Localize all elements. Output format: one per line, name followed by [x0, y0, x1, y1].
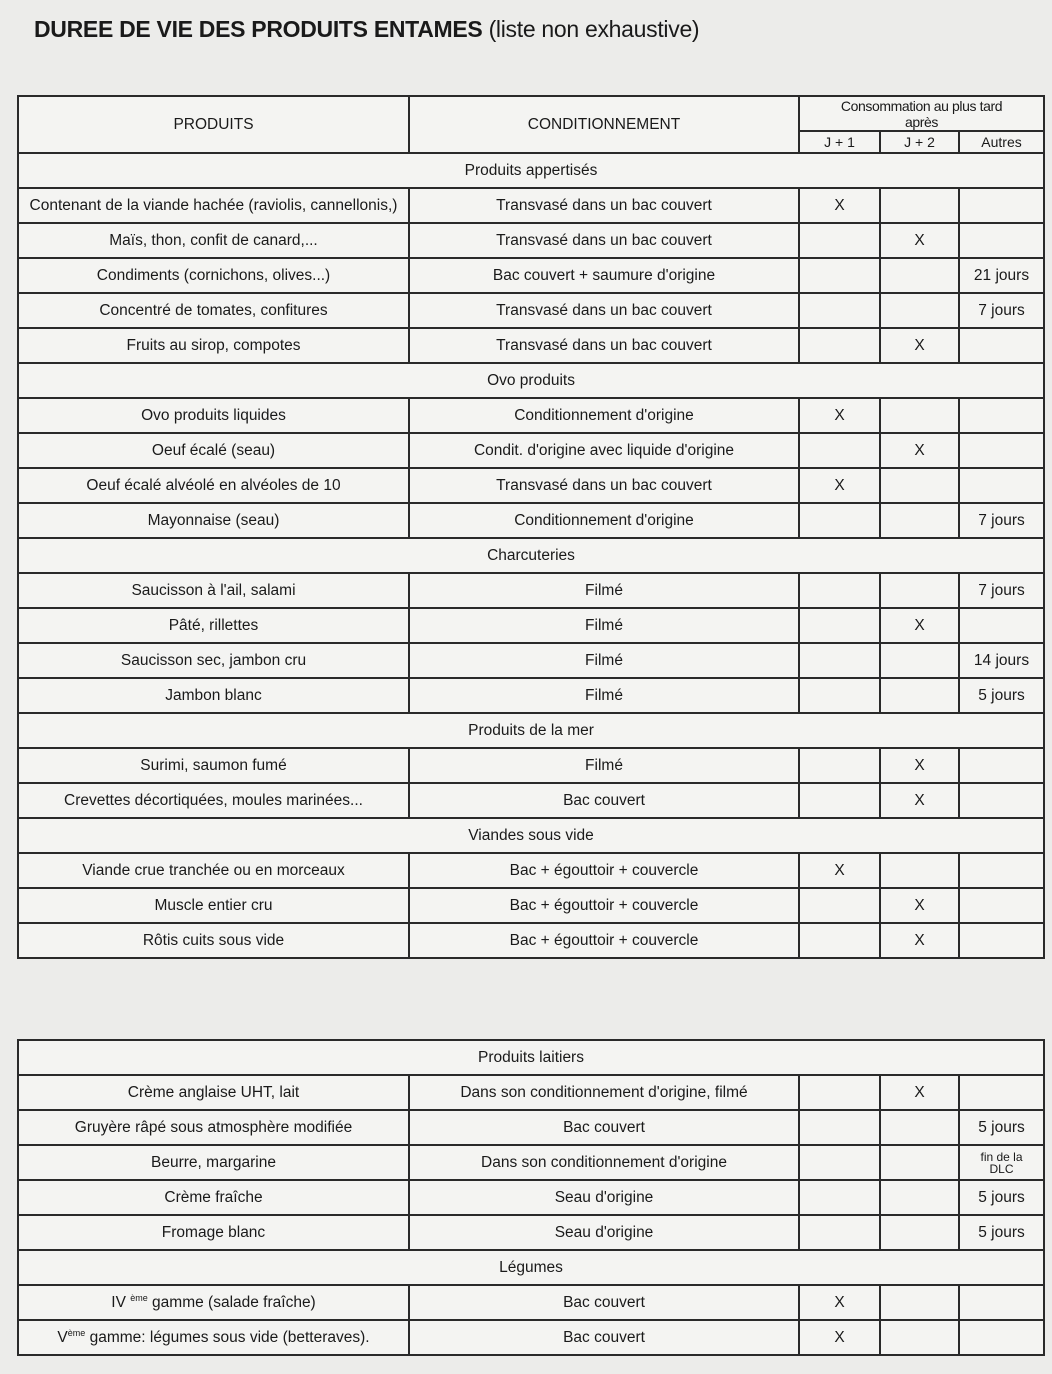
- table-secondary: [17, 1039, 1045, 1356]
- cell-j1: [799, 888, 880, 923]
- cell-autres: [959, 1075, 1044, 1110]
- cell-j2: X: [880, 328, 959, 363]
- cell-autres: fin de la DLC: [959, 1145, 1044, 1180]
- table-main-body: [18, 153, 1044, 958]
- cell-conditionnement: Bac couvert: [409, 1110, 799, 1145]
- table-row: [18, 398, 1044, 433]
- section-row: [18, 1250, 1044, 1285]
- title-main: DUREE DE VIE DES PRODUITS ENTAMES: [34, 16, 483, 42]
- cell-conditionnement: Conditionnement d'origine: [409, 503, 799, 538]
- cell-autres: 7 jours: [959, 293, 1044, 328]
- header-j2: J + 2: [880, 131, 959, 153]
- cell-autres: 7 jours: [959, 503, 1044, 538]
- cell-j1: [799, 1180, 880, 1215]
- cell-produit: Surimi, saumon fumé: [18, 748, 409, 783]
- cell-j2: [880, 678, 959, 713]
- cell-conditionnement: Dans son conditionnement d'origine, filmé: [409, 1075, 799, 1110]
- cell-autres: [959, 1320, 1044, 1355]
- cell-produit: Pâté, rillettes: [18, 608, 409, 643]
- cell-autres: [959, 328, 1044, 363]
- cell-j2: [880, 1320, 959, 1355]
- cell-j1: X: [799, 468, 880, 503]
- cell-produit: Oeuf écalé alvéolé en alvéoles de 10: [18, 468, 409, 503]
- cell-autres: 5 jours: [959, 678, 1044, 713]
- table-row: [18, 293, 1044, 328]
- cell-autres: [959, 923, 1044, 958]
- table-row: [18, 573, 1044, 608]
- table-row: [18, 188, 1044, 223]
- cell-j1: [799, 433, 880, 468]
- cell-j2: [880, 1145, 959, 1180]
- cell-autres: [959, 783, 1044, 818]
- header-j1: J + 1: [799, 131, 880, 153]
- table-row: [18, 1285, 1044, 1320]
- section-row: [18, 1040, 1044, 1075]
- table-row: [18, 468, 1044, 503]
- cell-j2: X: [880, 888, 959, 923]
- cell-produit: Maïs, thon, confit de canard,...: [18, 223, 409, 258]
- cell-produit: Crevettes décortiquées, moules marinées...: [18, 783, 409, 818]
- cell-autres: [959, 468, 1044, 503]
- section-title: Viandes sous vide: [18, 818, 1044, 853]
- cell-j2: [880, 853, 959, 888]
- cell-produit: IV $^{ème}$ gamme (salade fraîche): [18, 1285, 409, 1320]
- cell-j2: [880, 573, 959, 608]
- cell-conditionnement: Bac + égouttoir + couvercle: [409, 923, 799, 958]
- cell-conditionnement: Filmé: [409, 748, 799, 783]
- section-title: Légumes: [18, 1250, 1044, 1285]
- cell-j1: [799, 643, 880, 678]
- cell-produit: Concentré de tomates, confitures: [18, 293, 409, 328]
- table-row: [18, 328, 1044, 363]
- cell-j2: [880, 1180, 959, 1215]
- cell-conditionnement: Bac + égouttoir + couvercle: [409, 853, 799, 888]
- cell-produit: Condiments (cornichons, olives...): [18, 258, 409, 293]
- title-sub: (liste non exhaustive): [488, 16, 700, 42]
- cell-autres: [959, 748, 1044, 783]
- cell-j1: X: [799, 1320, 880, 1355]
- cell-conditionnement: Filmé: [409, 643, 799, 678]
- cell-j1: [799, 223, 880, 258]
- cell-j2: [880, 468, 959, 503]
- cell-autres: [959, 608, 1044, 643]
- cell-produit: Mayonnaise (seau): [18, 503, 409, 538]
- cell-produit: Vème gamme: légumes sous vide (betteraves).: [18, 1320, 409, 1355]
- cell-autres: [959, 888, 1044, 923]
- table-row: [18, 258, 1044, 293]
- cell-j2: [880, 1110, 959, 1145]
- section-row: [18, 818, 1044, 853]
- table-row: [18, 1320, 1044, 1355]
- cell-j1: [799, 503, 880, 538]
- cell-conditionnement: Filmé: [409, 573, 799, 608]
- cell-autres: [959, 1285, 1044, 1320]
- cell-j1: [799, 783, 880, 818]
- cell-produit: Muscle entier cru: [18, 888, 409, 923]
- page-title: [34, 16, 699, 43]
- cell-conditionnement: Seau d'origine: [409, 1215, 799, 1250]
- cell-j2: [880, 1285, 959, 1320]
- cell-produit: Jambon blanc: [18, 678, 409, 713]
- cell-produit: Crème fraîche: [18, 1180, 409, 1215]
- section-row: [18, 153, 1044, 188]
- cell-conditionnement: Dans son conditionnement d'origine: [409, 1145, 799, 1180]
- cell-j2: [880, 643, 959, 678]
- cell-j1: [799, 608, 880, 643]
- cell-conditionnement: Transvasé dans un bac couvert: [409, 188, 799, 223]
- header-autres: Autres: [959, 131, 1044, 153]
- cell-conditionnement: Transvasé dans un bac couvert: [409, 223, 799, 258]
- cell-autres: 7 jours: [959, 573, 1044, 608]
- cell-j1: [799, 678, 880, 713]
- table-row: [18, 1180, 1044, 1215]
- cell-conditionnement: Filmé: [409, 678, 799, 713]
- table-row: [18, 1110, 1044, 1145]
- table-secondary-body: [18, 1040, 1044, 1355]
- table-row: [18, 643, 1044, 678]
- cell-j2: [880, 503, 959, 538]
- cell-j2: [880, 398, 959, 433]
- section-title: Produits laitiers: [18, 1040, 1044, 1075]
- cell-j1: [799, 1145, 880, 1180]
- header-consommation: Consommation au plus tard après: [799, 96, 1044, 131]
- cell-j2: X: [880, 223, 959, 258]
- cell-j2: X: [880, 1075, 959, 1110]
- cell-conditionnement: Transvasé dans un bac couvert: [409, 293, 799, 328]
- cell-produit: Fruits au sirop, compotes: [18, 328, 409, 363]
- cell-conditionnement: Conditionnement d'origine: [409, 398, 799, 433]
- section-title: Produits appertisés: [18, 153, 1044, 188]
- cell-produit: Rôtis cuits sous vide: [18, 923, 409, 958]
- table-row: [18, 503, 1044, 538]
- table-row: [18, 1215, 1044, 1250]
- cell-conditionnement: Transvasé dans un bac couvert: [409, 468, 799, 503]
- cell-j1: X: [799, 398, 880, 433]
- section-row: [18, 363, 1044, 398]
- cell-j2: [880, 258, 959, 293]
- cell-autres: 5 jours: [959, 1180, 1044, 1215]
- cell-j1: [799, 923, 880, 958]
- cell-j1: [799, 1075, 880, 1110]
- cell-autres: [959, 433, 1044, 468]
- cell-j1: [799, 293, 880, 328]
- cell-conditionnement: Bac couvert: [409, 1320, 799, 1355]
- cell-j2: X: [880, 608, 959, 643]
- table-row: [18, 748, 1044, 783]
- table-row: [18, 1075, 1044, 1110]
- cell-produit: Gruyère râpé sous atmosphère modifiée: [18, 1110, 409, 1145]
- cell-j2: X: [880, 923, 959, 958]
- cell-produit: Oeuf écalé (seau): [18, 433, 409, 468]
- cell-j1: [799, 748, 880, 783]
- cell-j1: [799, 258, 880, 293]
- section-row: [18, 713, 1044, 748]
- cell-j2: X: [880, 783, 959, 818]
- cell-j2: [880, 1215, 959, 1250]
- cell-conditionnement: Bac couvert + saumure d'origine: [409, 258, 799, 293]
- cell-conditionnement: Seau d'origine: [409, 1180, 799, 1215]
- cell-autres: [959, 223, 1044, 258]
- section-title: Ovo produits: [18, 363, 1044, 398]
- cell-autres: [959, 853, 1044, 888]
- cell-j2: X: [880, 748, 959, 783]
- cell-produit: Saucisson à l'ail, salami: [18, 573, 409, 608]
- cell-produit: Ovo produits liquides: [18, 398, 409, 433]
- cell-autres: 14 jours: [959, 643, 1044, 678]
- cell-autres: 21 jours: [959, 258, 1044, 293]
- cell-autres: 5 jours: [959, 1110, 1044, 1145]
- section-row: [18, 538, 1044, 573]
- cell-j1: X: [799, 853, 880, 888]
- cell-j2: [880, 188, 959, 223]
- cell-autres: [959, 188, 1044, 223]
- cell-j1: X: [799, 188, 880, 223]
- cell-conditionnement: Bac couvert: [409, 1285, 799, 1320]
- cell-j1: X: [799, 1285, 880, 1320]
- cell-conditionnement: Bac couvert: [409, 783, 799, 818]
- table-row: [18, 853, 1044, 888]
- cell-produit: Beurre, margarine: [18, 1145, 409, 1180]
- cell-autres: [959, 398, 1044, 433]
- section-title: Produits de la mer: [18, 713, 1044, 748]
- cell-j2: X: [880, 433, 959, 468]
- cell-j1: [799, 328, 880, 363]
- cell-conditionnement: Filmé: [409, 608, 799, 643]
- cell-j1: [799, 1110, 880, 1145]
- table-row: [18, 923, 1044, 958]
- header-conditionnement: CONDITIONNEMENT: [409, 96, 799, 153]
- cell-produit: Viande crue tranchée ou en morceaux: [18, 853, 409, 888]
- table-main: [17, 95, 1045, 959]
- table-row: [18, 608, 1044, 643]
- table-row: [18, 783, 1044, 818]
- cell-conditionnement: Transvasé dans un bac couvert: [409, 328, 799, 363]
- cell-autres: 5 jours: [959, 1215, 1044, 1250]
- cell-j1: [799, 1215, 880, 1250]
- cell-produit: Crème anglaise UHT, lait: [18, 1075, 409, 1110]
- table-row: [18, 888, 1044, 923]
- cell-conditionnement: Bac + égouttoir + couvercle: [409, 888, 799, 923]
- cell-produit: Saucisson sec, jambon cru: [18, 643, 409, 678]
- cell-j1: [799, 573, 880, 608]
- header-produits: PRODUITS: [18, 96, 409, 153]
- cell-produit: Contenant de la viande hachée (raviolis, cannellonis,): [18, 188, 409, 223]
- table-row: [18, 678, 1044, 713]
- table-row: [18, 223, 1044, 258]
- cell-produit: Fromage blanc: [18, 1215, 409, 1250]
- cell-j2: [880, 293, 959, 328]
- section-title: Charcuteries: [18, 538, 1044, 573]
- cell-conditionnement: Condit. d'origine avec liquide d'origine: [409, 433, 799, 468]
- table-row: [18, 1145, 1044, 1180]
- table-row: [18, 433, 1044, 468]
